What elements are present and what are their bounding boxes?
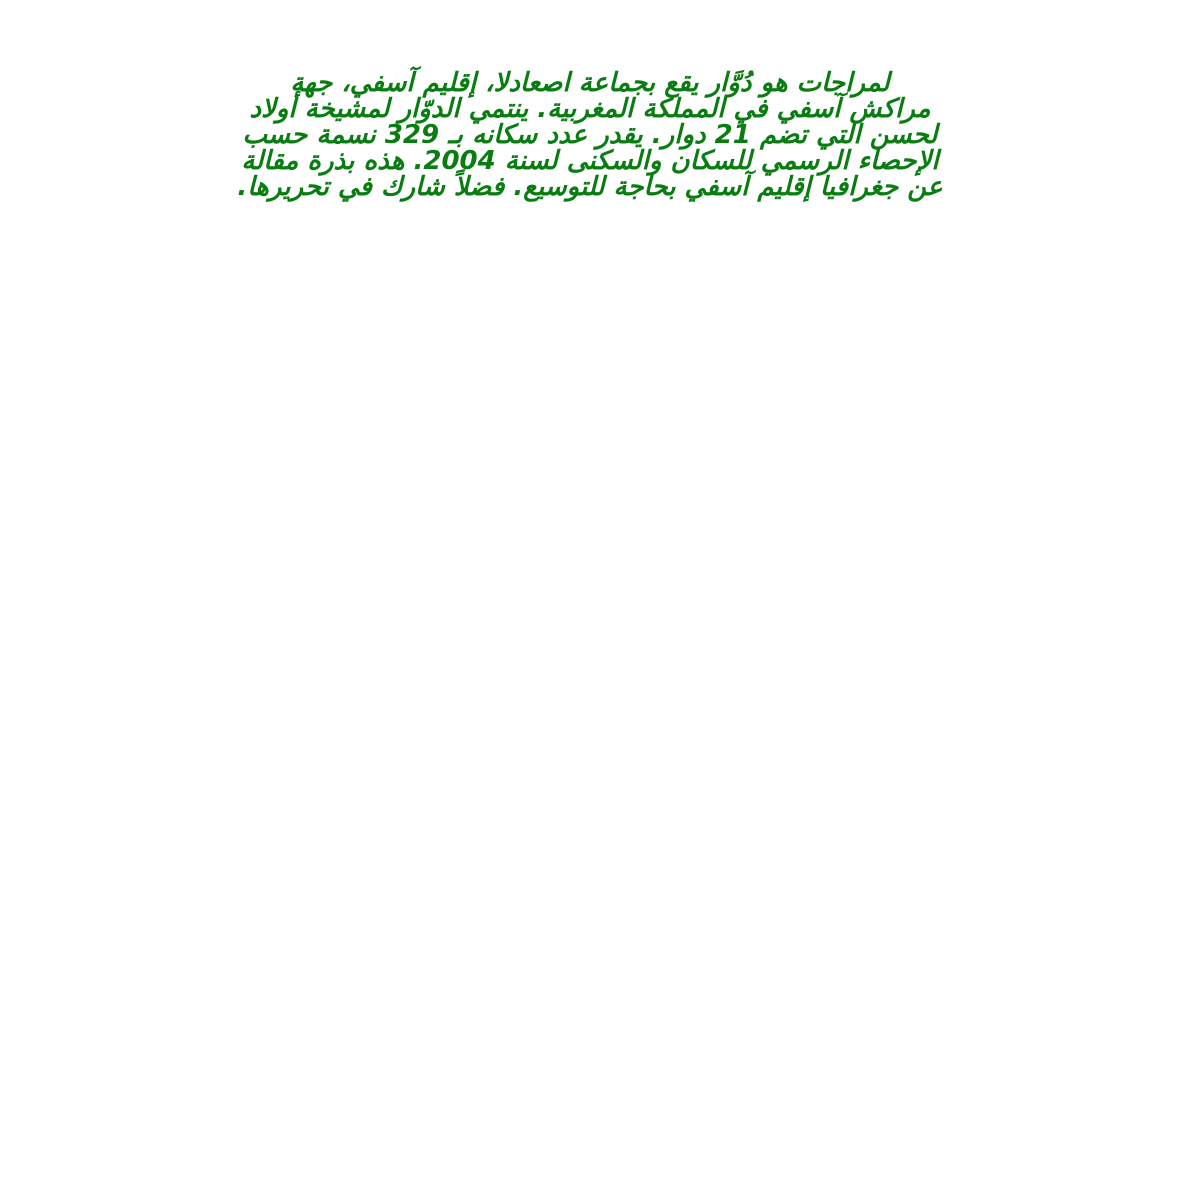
article-line: لحسن التي تضم 21 دوار. يقدر عدد سكانه بـ 329 نسمة حسب <box>242 120 938 150</box>
article-line: الإحصاء الرسمي للسكان والسكنى لسنة 2004. هذه بذرة مقالة <box>241 146 939 176</box>
article-line: مراكش آسفي في المملكة المغربية. ينتمي الدوّار لمشيخة أولاد <box>249 94 931 124</box>
article-line: عن جغرافيا إقليم آسفي بحاجة للتوسيع. فضلاً شارك في تحريرها. <box>237 172 943 202</box>
article-line: لمراجات هو دُوَّار يقع بجماعة اصعادلا، إقليم آسفي، جهة <box>290 68 890 98</box>
article-stub-text <box>90 70 1090 200</box>
